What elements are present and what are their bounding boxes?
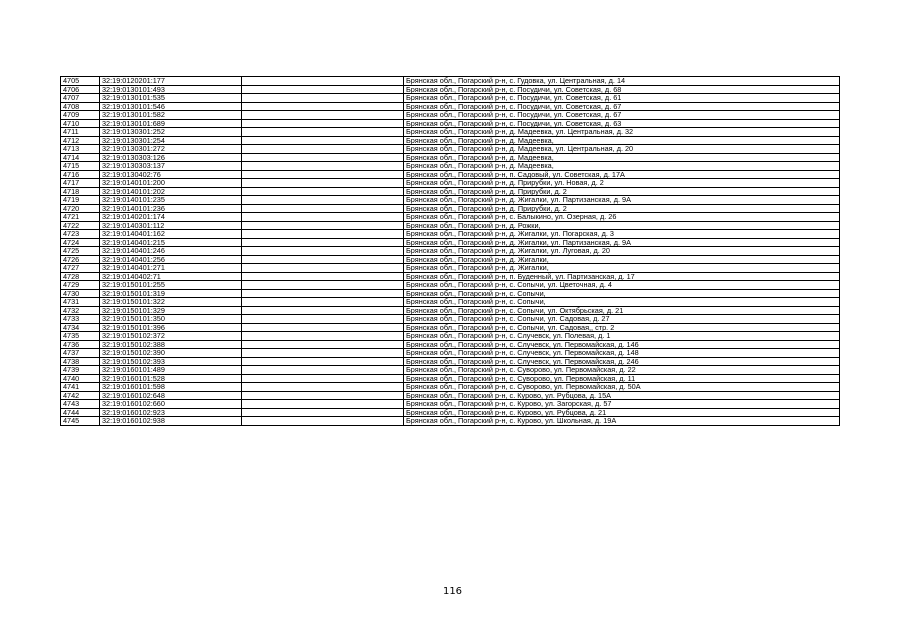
row-number-cell: 4726 (61, 255, 100, 264)
address-cell: Брянская обл., Погарский р-н, д. Прирубки, д. 2 (404, 187, 840, 196)
row-number-cell: 4734 (61, 323, 100, 332)
table-row (61, 179, 840, 188)
cadastral-number-cell: 32:19:0120201:177 (100, 77, 242, 86)
table-row (61, 391, 840, 400)
cadastral-number-cell: 32:19:0130301:252 (100, 128, 242, 137)
address-cell: Брянская обл., Погарский р-н, д. Жигалки, (404, 264, 840, 273)
address-cell: Брянская обл., Погарский р-н, д. Жигалки, ул. Погарская, д. 3 (404, 230, 840, 239)
row-number-cell: 4717 (61, 179, 100, 188)
cadastral-number-cell: 32:19:0150102:388 (100, 340, 242, 349)
row-number-cell: 4735 (61, 332, 100, 341)
table-row (61, 366, 840, 375)
cadastral-number-cell: 32:19:0150101:255 (100, 281, 242, 290)
empty-cell (242, 111, 404, 120)
row-number-cell: 4720 (61, 204, 100, 213)
cadastral-number-cell: 32:19:0140101:236 (100, 204, 242, 213)
empty-cell (242, 187, 404, 196)
address-cell: Брянская обл., Погарский р-н, с. Посудичи, ул. Советская, д. 67 (404, 102, 840, 111)
row-number-cell: 4743 (61, 400, 100, 409)
cadastral-number-cell: 32:19:0140401:215 (100, 238, 242, 247)
address-cell: Брянская обл., Погарский р-н, д. Мадеевка, (404, 162, 840, 171)
row-number-cell: 4724 (61, 238, 100, 247)
address-cell: Брянская обл., Погарский р-н, с. Случевск, ул. Первомайская, д. 246 (404, 357, 840, 366)
empty-cell (242, 221, 404, 230)
empty-cell (242, 196, 404, 205)
table-row (61, 264, 840, 273)
address-cell: Брянская обл., Погарский р-н, д. Жигалки, (404, 255, 840, 264)
row-number-cell: 4725 (61, 247, 100, 256)
empty-cell (242, 357, 404, 366)
cadastral-number-cell: 32:19:0130101:582 (100, 111, 242, 120)
empty-cell (242, 323, 404, 332)
cadastral-number-cell: 32:19:0140401:246 (100, 247, 242, 256)
address-cell: Брянская обл., Погарский р-н, д. Мадеевка, (404, 153, 840, 162)
row-number-cell: 4709 (61, 111, 100, 120)
table-row (61, 383, 840, 392)
empty-cell (242, 77, 404, 86)
cadastral-number-cell: 32:19:0150102:390 (100, 349, 242, 358)
cadastral-number-cell: 32:19:0130402:76 (100, 170, 242, 179)
empty-cell (242, 213, 404, 222)
table-row (61, 111, 840, 120)
address-cell: Брянская обл., Погарский р-н, д. Мадеевка, ул. Центральная, д. 32 (404, 128, 840, 137)
empty-cell (242, 85, 404, 94)
cadastral-number-cell: 32:19:0140402:71 (100, 272, 242, 281)
cadastral-number-cell: 32:19:0140101:235 (100, 196, 242, 205)
row-number-cell: 4712 (61, 136, 100, 145)
address-cell: Брянская обл., Погарский р-н, д. Жигалки, ул. Партизанская, д. 9А (404, 238, 840, 247)
cadastral-number-cell: 32:19:0160102:660 (100, 400, 242, 409)
cadastral-number-cell: 32:19:0150101:329 (100, 306, 242, 315)
table-row (61, 400, 840, 409)
empty-cell (242, 264, 404, 273)
empty-cell (242, 272, 404, 281)
row-number-cell: 4723 (61, 230, 100, 239)
table-row (61, 204, 840, 213)
row-number-cell: 4719 (61, 196, 100, 205)
empty-cell (242, 145, 404, 154)
row-number-cell: 4744 (61, 408, 100, 417)
address-cell: Брянская обл., Погарский р-н, с. Случевск, ул. Первомайская, д. 148 (404, 349, 840, 358)
cadastral-number-cell: 32:19:0160101:598 (100, 383, 242, 392)
table-row (61, 153, 840, 162)
cadastral-number-cell: 32:19:0150101:319 (100, 289, 242, 298)
empty-cell (242, 417, 404, 426)
cadastral-number-cell: 32:19:0160102:923 (100, 408, 242, 417)
cadastral-number-cell: 32:19:0140401:256 (100, 255, 242, 264)
cadastral-number-cell: 32:19:0140101:202 (100, 187, 242, 196)
row-number-cell: 4716 (61, 170, 100, 179)
table-row (61, 94, 840, 103)
row-number-cell: 4729 (61, 281, 100, 290)
row-number-cell: 4745 (61, 417, 100, 426)
row-number-cell: 4711 (61, 128, 100, 137)
table-row (61, 128, 840, 137)
row-number-cell: 4722 (61, 221, 100, 230)
row-number-cell: 4727 (61, 264, 100, 273)
table-row (61, 357, 840, 366)
empty-cell (242, 230, 404, 239)
table-row (61, 315, 840, 324)
cadastral-number-cell: 32:19:0130101:493 (100, 85, 242, 94)
cadastral-number-cell: 32:19:0140301:112 (100, 221, 242, 230)
cadastral-number-cell: 32:19:0140401:162 (100, 230, 242, 239)
cadastral-number-cell: 32:19:0160102:648 (100, 391, 242, 400)
table-row (61, 238, 840, 247)
address-cell: Брянская обл., Погарский р-н, с. Сопычи, ул. Цветочная, д. 4 (404, 281, 840, 290)
table-row (61, 272, 840, 281)
table-row (61, 136, 840, 145)
table-row (61, 162, 840, 171)
table-row (61, 221, 840, 230)
table-row (61, 289, 840, 298)
table-row (61, 349, 840, 358)
cadastral-number-cell: 32:19:0150102:393 (100, 357, 242, 366)
address-cell: Брянская обл., Погарский р-н, д. Рожки, (404, 221, 840, 230)
cadastral-number-cell: 32:19:0130101:689 (100, 119, 242, 128)
address-cell: Брянская обл., Погарский р-н, с. Сопычи, ул. Садовая, д. 27 (404, 315, 840, 324)
cadastral-number-cell: 32:19:0150101:350 (100, 315, 242, 324)
row-number-cell: 4741 (61, 383, 100, 392)
empty-cell (242, 136, 404, 145)
table-row (61, 230, 840, 239)
empty-cell (242, 391, 404, 400)
row-number-cell: 4738 (61, 357, 100, 366)
table-row (61, 170, 840, 179)
table-row (61, 247, 840, 256)
table-row (61, 145, 840, 154)
row-number-cell: 4739 (61, 366, 100, 375)
empty-cell (242, 315, 404, 324)
empty-cell (242, 102, 404, 111)
row-number-cell: 4737 (61, 349, 100, 358)
table-row (61, 340, 840, 349)
row-number-cell: 4708 (61, 102, 100, 111)
cadastral-number-cell: 32:19:0140401:271 (100, 264, 242, 273)
empty-cell (242, 289, 404, 298)
row-number-cell: 4742 (61, 391, 100, 400)
table-row (61, 323, 840, 332)
empty-cell (242, 128, 404, 137)
row-number-cell: 4728 (61, 272, 100, 281)
address-cell: Брянская обл., Погарский р-н, с. Посудичи, ул. Советская, д. 63 (404, 119, 840, 128)
empty-cell (242, 298, 404, 307)
cadastral-number-cell: 32:19:0150101:322 (100, 298, 242, 307)
empty-cell (242, 400, 404, 409)
table-row (61, 102, 840, 111)
empty-cell (242, 349, 404, 358)
cadastral-number-cell: 32:19:0130303:126 (100, 153, 242, 162)
empty-cell (242, 374, 404, 383)
empty-cell (242, 204, 404, 213)
address-cell: Брянская обл., Погарский р-н, с. Курово, ул. Школьная, д. 19А (404, 417, 840, 426)
table-row (61, 255, 840, 264)
cadastral-number-cell: 32:19:0150102:372 (100, 332, 242, 341)
empty-cell (242, 153, 404, 162)
address-cell: Брянская обл., Погарский р-н, с. Курово, ул. Загорская, д. 57 (404, 400, 840, 409)
row-number-cell: 4714 (61, 153, 100, 162)
table-row (61, 408, 840, 417)
empty-cell (242, 332, 404, 341)
address-cell: Брянская обл., Погарский р-н, п. Буденный, ул. Партизанская, д. 17 (404, 272, 840, 281)
table-row (61, 77, 840, 86)
row-number-cell: 4715 (61, 162, 100, 171)
empty-cell (242, 408, 404, 417)
table-row (61, 298, 840, 307)
table-row (61, 85, 840, 94)
cadastral-number-cell: 32:19:0130301:272 (100, 145, 242, 154)
empty-cell (242, 340, 404, 349)
empty-cell (242, 383, 404, 392)
table-row (61, 119, 840, 128)
table-row (61, 306, 840, 315)
cadastral-number-cell: 32:19:0130101:535 (100, 94, 242, 103)
address-cell: Брянская обл., Погарский р-н, д. Прирубки, ул. Новая, д. 2 (404, 179, 840, 188)
address-cell: Брянская обл., Погарский р-н, с. Сопычи, ул. Садовая,, стр. 2 (404, 323, 840, 332)
address-cell: Брянская обл., Погарский р-н, с. Суворово, ул. Первомайская, д. 22 (404, 366, 840, 375)
row-number-cell: 4705 (61, 77, 100, 86)
empty-cell (242, 162, 404, 171)
address-cell: Брянская обл., Погарский р-н, с. Суворово, ул. Первомайская, д. 11 (404, 374, 840, 383)
cadastral-number-cell: 32:19:0130301:254 (100, 136, 242, 145)
cadastral-number-cell: 32:19:0140101:200 (100, 179, 242, 188)
cadastral-number-cell: 32:19:0130303:137 (100, 162, 242, 171)
row-number-cell: 4721 (61, 213, 100, 222)
table-row (61, 374, 840, 383)
empty-cell (242, 179, 404, 188)
row-number-cell: 4740 (61, 374, 100, 383)
cadastral-number-cell: 32:19:0150101:396 (100, 323, 242, 332)
page-number: 116 (442, 586, 463, 597)
table-row (61, 196, 840, 205)
cadastral-number-cell: 32:19:0160101:489 (100, 366, 242, 375)
address-cell: Брянская обл., Погарский р-н, с. Курово, ул. Рубцова, д. 15А (404, 391, 840, 400)
address-cell: Брянская обл., Погарский р-н, с. Сопычи, (404, 298, 840, 307)
empty-cell (242, 366, 404, 375)
table-row (61, 213, 840, 222)
address-cell: Брянская обл., Погарский р-н, д. Жигалки, ул. Луговая, д. 20 (404, 247, 840, 256)
address-cell: Брянская обл., Погарский р-н, с. Случевск, ул. Первомайская, д. 146 (404, 340, 840, 349)
empty-cell (242, 94, 404, 103)
row-number-cell: 4707 (61, 94, 100, 103)
row-number-cell: 4718 (61, 187, 100, 196)
property-register-table (60, 76, 840, 426)
address-cell: Брянская обл., Погарский р-н, с. Посудичи, ул. Советская, д. 68 (404, 85, 840, 94)
empty-cell (242, 306, 404, 315)
address-cell: Брянская обл., Погарский р-н, п. Садовый, ул. Советская, д. 17А (404, 170, 840, 179)
empty-cell (242, 238, 404, 247)
empty-cell (242, 247, 404, 256)
address-cell: Брянская обл., Погарский р-н, д. Жигалки, ул. Партизанская, д. 9А (404, 196, 840, 205)
row-number-cell: 4733 (61, 315, 100, 324)
address-cell: Брянская обл., Погарский р-н, с. Сопычи, ул. Октябрьская, д. 21 (404, 306, 840, 315)
address-cell: Брянская обл., Погарский р-н, с. Курово, ул. Рубцова, д. 21 (404, 408, 840, 417)
cadastral-number-cell: 32:19:0160102:938 (100, 417, 242, 426)
address-cell: Брянская обл., Погарский р-н, с. Гудовка, ул. Центральная, д. 14 (404, 77, 840, 86)
address-cell: Брянская обл., Погарский р-н, д. Мадеевка, (404, 136, 840, 145)
row-number-cell: 4713 (61, 145, 100, 154)
cadastral-number-cell: 32:19:0160101:528 (100, 374, 242, 383)
address-cell: Брянская обл., Погарский р-н, с. Балыкино, ул. Озерная, д. 26 (404, 213, 840, 222)
table-body (61, 77, 840, 426)
address-cell: Брянская обл., Погарский р-н, с. Посудичи, ул. Советская, д. 67 (404, 111, 840, 120)
table-row (61, 417, 840, 426)
table-row (61, 332, 840, 341)
row-number-cell: 4710 (61, 119, 100, 128)
row-number-cell: 4706 (61, 85, 100, 94)
empty-cell (242, 281, 404, 290)
address-cell: Брянская обл., Погарский р-н, с. Суворово, ул. Первомайская, д. 50А (404, 383, 840, 392)
cadastral-number-cell: 32:19:0130101:546 (100, 102, 242, 111)
address-cell: Брянская обл., Погарский р-н, д. Мадеевка, ул. Центральная, д. 20 (404, 145, 840, 154)
address-cell: Брянская обл., Погарский р-н, с. Сопычи, (404, 289, 840, 298)
empty-cell (242, 119, 404, 128)
cadastral-number-cell: 32:19:0140201:174 (100, 213, 242, 222)
address-cell: Брянская обл., Погарский р-н, д. Прирубки, д. 2 (404, 204, 840, 213)
address-cell: Брянская обл., Погарский р-н, с. Посудичи, ул. Советская, д. 61 (404, 94, 840, 103)
row-number-cell: 4732 (61, 306, 100, 315)
row-number-cell: 4730 (61, 289, 100, 298)
row-number-cell: 4731 (61, 298, 100, 307)
row-number-cell: 4736 (61, 340, 100, 349)
table-row (61, 187, 840, 196)
address-cell: Брянская обл., Погарский р-н, с. Случевск, ул. Полевая, д. 1 (404, 332, 840, 341)
empty-cell (242, 170, 404, 179)
table-row (61, 281, 840, 290)
empty-cell (242, 255, 404, 264)
